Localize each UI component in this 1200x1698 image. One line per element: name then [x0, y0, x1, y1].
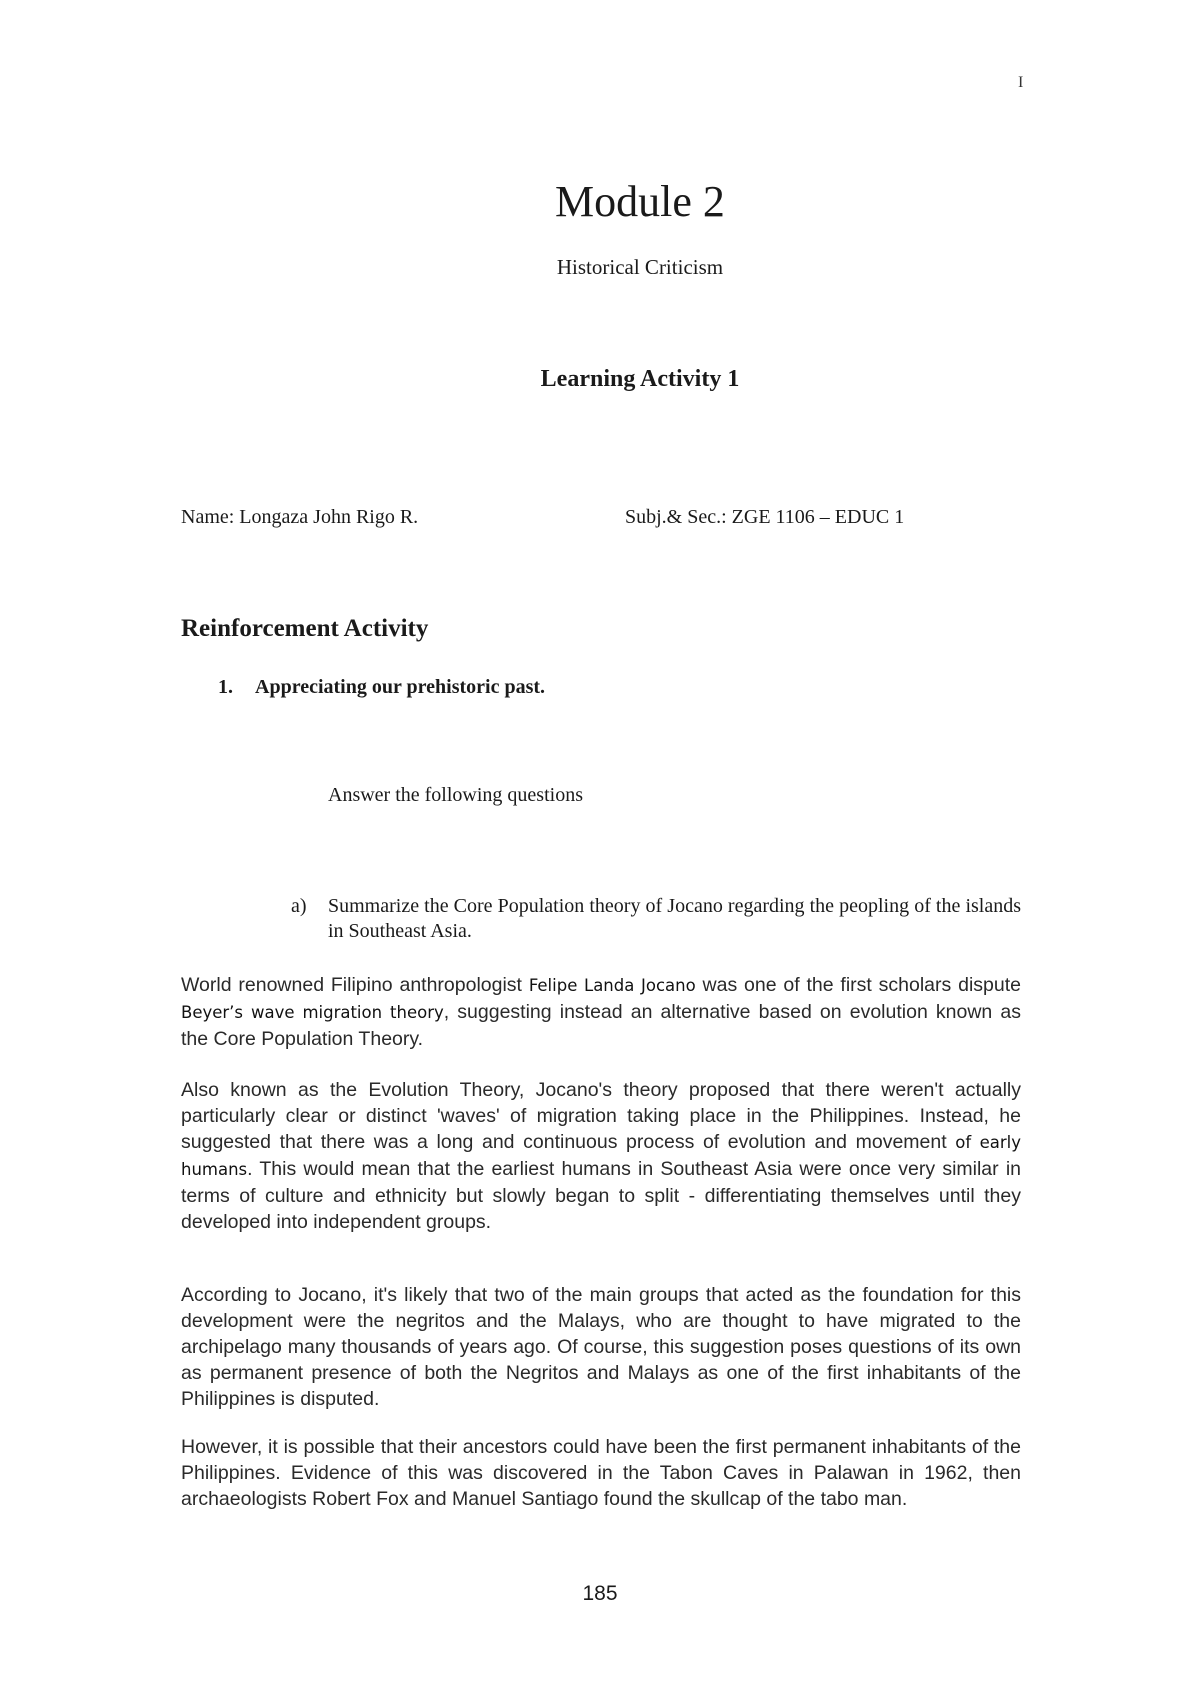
- activity-title: Learning Activity 1: [540, 366, 740, 392]
- page-number: 185: [582, 1582, 618, 1605]
- module-subtitle: Historical Criticism: [556, 255, 724, 279]
- item-number: 1.: [218, 676, 233, 698]
- answer-paragraph-4: However, it is possible that their ancestors could have been the first permanent inhabitants of the Philippines. Evidence of this was discovered in the Tabon Caves in Palawan in 1962, then archaeologists Robert Fox and Manuel Santiago found the skullcap of the tabo man.: [181, 1436, 1021, 1510]
- text-run: World renowned Filipino anthropologist: [181, 974, 529, 996]
- instructions: Answer the following questions: [328, 784, 583, 806]
- question-text: Summarize the Core Population theory of Jocano regarding the peopling of the islands in Southeast Asia.: [328, 895, 1021, 942]
- text-run: was one of the first scholars dispute: [695, 974, 1021, 996]
- numbered-item: [218, 676, 545, 699]
- answer-paragraph-1: [181, 972, 1021, 1052]
- text-run: Also known as the Evolution Theory, Jocano's theory proposed that there weren't actually particularly clear or distinct 'waves' of migration taking place in the Philippines. Instead, he suggested that there was a long and continuous process of evolution and movement: [181, 1079, 1021, 1153]
- question-label: a): [291, 895, 307, 917]
- term-beyer-theory: Beyer’s wave migration theory: [181, 1003, 444, 1022]
- student-name: Name: Longaza John Rigo R.: [181, 506, 419, 528]
- item-title: Appreciating our prehistoric past.: [255, 676, 546, 698]
- text-run: , suggesting instead an alternative based on evolution known as the Core Population Theory.: [181, 1001, 1021, 1050]
- answer-paragraph-2: [181, 1077, 1021, 1235]
- answer-paragraph-3: According to Jocano, it's likely that two of the main groups that acted as the foundation for this development were the negritos and the Malays, who are thought to have migrated to the archipelago many thousands of years ago. Of course, this suggestion poses questions of its own as permanent presence of both the Negritos and Malays as one of the first inhabitants of the Philippines is disputed.: [181, 1284, 1021, 1410]
- subject-section: Subj.& Sec.: ZGE 1106 – EDUC 1: [625, 506, 905, 528]
- text-run: . This would mean that the earliest humans in Southeast Asia were once very similar in terms of culture and ethnicity but slowly began to split - differentiating themselves until they developed into independent groups.: [181, 1158, 1021, 1233]
- question: [291, 894, 1021, 944]
- section-heading: Reinforcement Activity: [181, 615, 429, 642]
- module-title: Module 2: [555, 177, 725, 226]
- header-mark: I: [1018, 74, 1024, 91]
- term-early-humans: of early humans: [181, 1133, 1021, 1179]
- term-jocano: Felipe Landa Jocano: [528, 976, 696, 995]
